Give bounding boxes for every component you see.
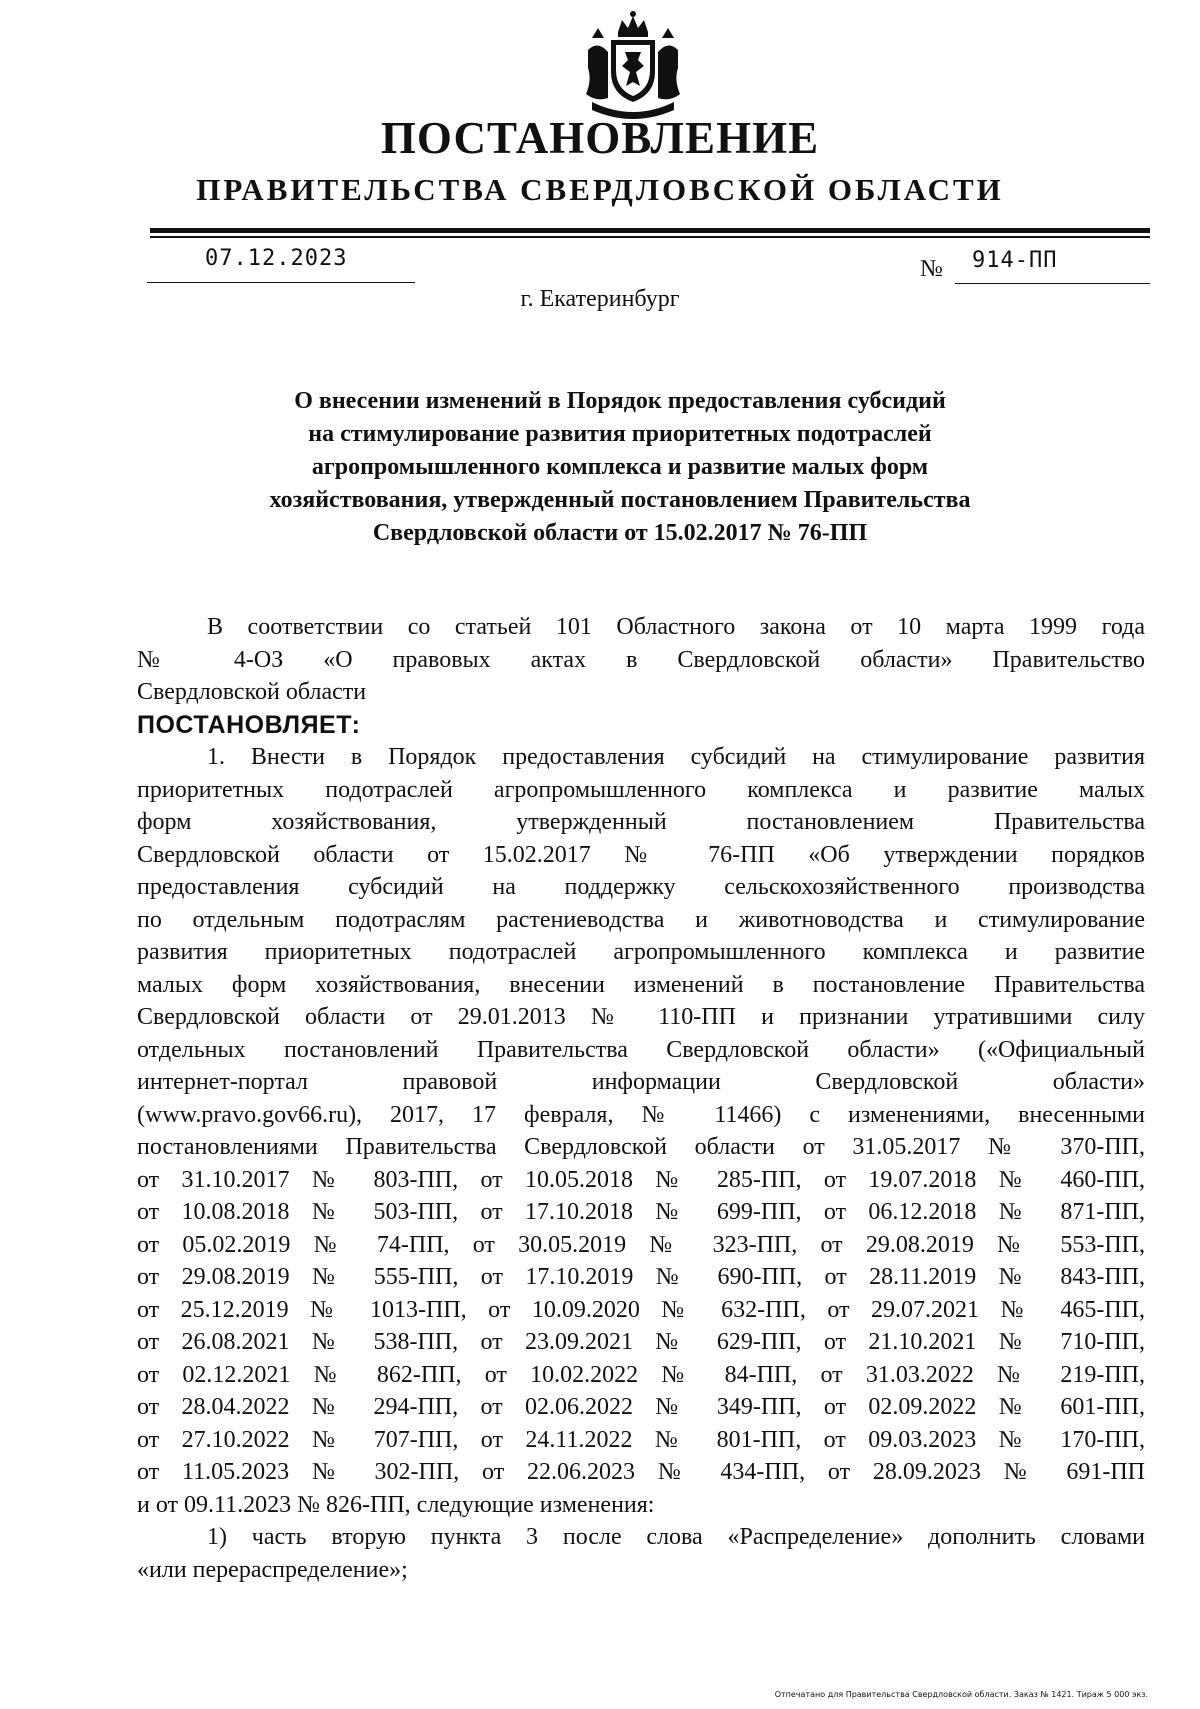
header-divider-thin	[150, 236, 1150, 238]
item-line: форм хозяйствования, утвержденный постановлением Правительства	[137, 809, 1145, 835]
item-line: приоритетных подотраслей агропромышленного комплекса и развитие малых	[137, 776, 1145, 803]
preamble-line: В соответствии со статьей 101 Областного закона от 10 марта 1999 года	[207, 614, 1145, 640]
title-line: хозяйствования, утвержденный постановлением Правительства	[269, 487, 971, 513]
item-line: от 26.08.2021 № 538-ПП, от 23.09.2021 № 629-ПП, от 21.10.2021 № 710-ПП,	[137, 1329, 1145, 1355]
item-line: предоставления субсидий на поддержку сельскохозяйственного производства	[137, 874, 1145, 900]
number-underline	[955, 283, 1150, 284]
city: г. Екатеринбург	[520, 286, 680, 312]
item-line: развития приоритетных подотраслей агропромышленного комплекса и развитие	[137, 939, 1145, 965]
item-line: по отдельным подотраслям растениеводства и животноводства и стимулирование	[137, 906, 1145, 933]
item-line: (www.pravo.gov66.ru), 2017, 17 февраля, № 11466) с изменениями, внесенными	[137, 1101, 1145, 1128]
item-line: постановлениями Правительства Свердловской области от 31.05.2017 № 370-ПП,	[137, 1134, 1145, 1160]
item-line: Свердловской области от 15.02.2017 № 76-ПП «Об утверждении порядков	[137, 841, 1145, 868]
document-body	[137, 611, 1145, 1586]
preamble-line: Свердловской области	[137, 679, 367, 705]
item-line: интернет-портал правовой информации Свердловской области»	[137, 1069, 1145, 1095]
item-line: от 27.10.2022 № 707-ПП, от 24.11.2022 № 801-ПП, от 09.03.2023 № 170-ПП,	[137, 1426, 1145, 1453]
item-line: от 28.04.2022 № 294-ПП, от 02.06.2022 № 349-ПП, от 02.09.2022 № 601-ПП,	[137, 1394, 1145, 1420]
item-line: малых форм хозяйствования, внесении изменений в постановление Правительства	[137, 971, 1145, 998]
print-imprint: Отпечатано для Правительства Свердловской области. Заказ № 1421. Тираж 5 000 экз.	[774, 1690, 1148, 1699]
title-line: агропромышленного комплекса и развитие малых форм	[311, 454, 929, 480]
date-underline	[147, 282, 415, 283]
document-subject-title	[200, 385, 1040, 550]
subitem-line: «или перераспределение»;	[137, 1556, 408, 1583]
issuing-authority: ПРАВИТЕЛЬСТВА СВЕРДЛОВСКОЙ ОБЛАСТИ	[196, 172, 1004, 207]
item-line: и от 09.11.2023 № 826-ПП, следующие изменения:	[137, 1491, 655, 1518]
document-number: 914-ПП	[972, 248, 1058, 273]
decree-heading: ПОСТАНОВЛЯЕТ:	[137, 710, 361, 739]
item-line: от 11.05.2023 № 302-ПП, от 22.06.2023 № 434-ПП, от 28.09.2023 № 691-ПП	[137, 1459, 1145, 1485]
title-line: на стимулирование развития приоритетных подотраслей	[308, 421, 932, 447]
title-line: Свердловской области от 15.02.2017 № 76-ПП	[372, 520, 868, 546]
header-divider-thick	[150, 228, 1150, 233]
item-line: отдельных постановлений Правительства Свердловской области» («Официальный	[137, 1036, 1145, 1063]
item-line: от 31.10.2017 № 803-ПП, от 10.05.2018 № 285-ПП, от 19.07.2018 № 460-ПП,	[137, 1166, 1145, 1193]
title-line: О внесении изменений в Порядок предоставления субсидий	[294, 388, 946, 414]
item-line: от 05.02.2019 № 74-ПП, от 30.05.2019 № 323-ПП, от 29.08.2019 № 553-ПП,	[137, 1231, 1145, 1258]
item-line: от 02.12.2021 № 862-ПП, от 10.02.2022 № 84-ПП, от 31.03.2022 № 219-ПП,	[137, 1361, 1145, 1388]
item-line: от 10.08.2018 № 503-ПП, от 17.10.2018 № 699-ПП, от 06.12.2018 № 871-ПП,	[137, 1199, 1145, 1225]
preamble-line: № 4-ОЗ «О правовых актах в Свердловской области» Правительство	[137, 646, 1145, 673]
number-sign: №	[920, 256, 943, 282]
item-line: 1. Внести в Порядок предоставления субсидий на стимулирование развития	[207, 744, 1145, 770]
document-type-title: ПОСТАНОВЛЕНИЕ	[380, 113, 820, 163]
document-date: 07.12.2023	[205, 246, 348, 271]
item-line: Свердловской области от 29.01.2013 № 110-ПП и признании утратившими силу	[137, 1004, 1145, 1030]
item-line: от 25.12.2019 № 1013-ПП, от 10.09.2020 № 632-ПП, от 29.07.2021 № 465-ПП,	[137, 1296, 1145, 1323]
coat-of-arms-emblem	[578, 10, 688, 125]
subitem-line: 1) часть вторую пункта 3 после слова «Распределение» дополнить словами	[207, 1524, 1145, 1550]
item-line: от 29.08.2019 № 555-ПП, от 17.10.2019 № 690-ПП, от 28.11.2019 № 843-ПП,	[137, 1264, 1145, 1290]
